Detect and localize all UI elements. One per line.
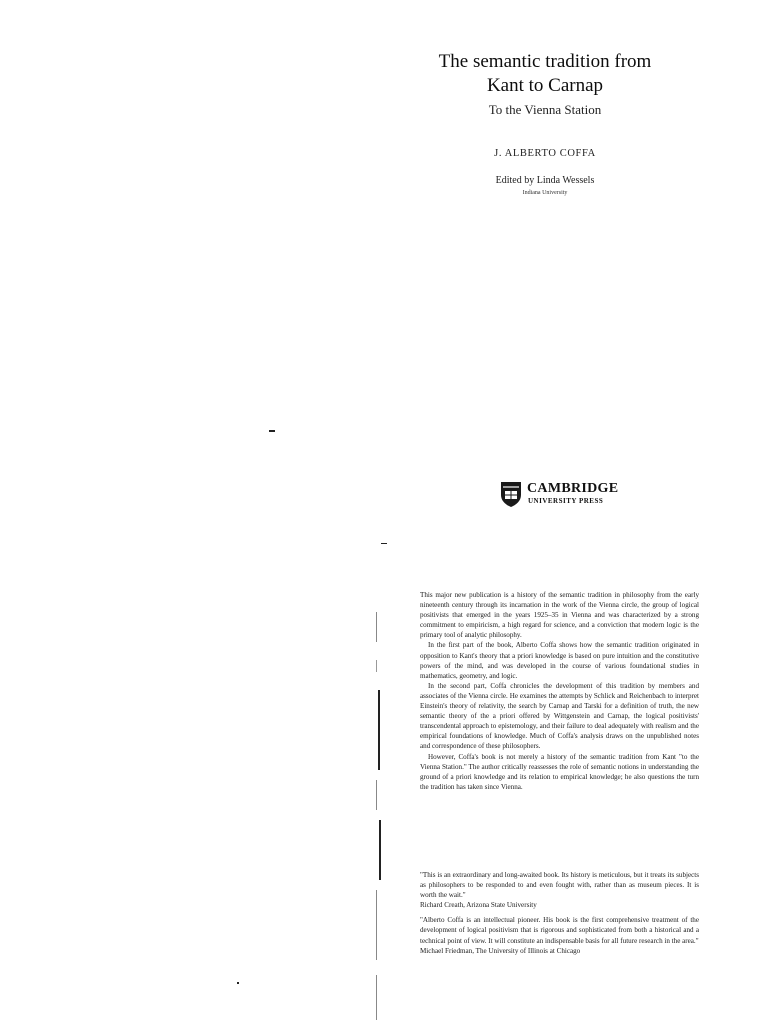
scan-mark — [376, 780, 377, 810]
publisher-subname: UNIVERSITY PRESS — [528, 497, 604, 505]
book-title-line-1: The semantic tradition from — [438, 51, 652, 72]
quote-attribution: Michael Friedman, The University of Illinois at Chicago — [420, 946, 581, 955]
quote-text: "This is an extraordinary and long-awaited book. Its history is meticulous, but it treats its subjects as philosophers to be responded to and even fought with, rather than as museum pieces. It is worth the wait." — [420, 871, 699, 900]
review-quote — [420, 870, 699, 910]
description-paragraph: This major new publication is a history of the semantic tradition in philosophy from the early nineteenth century through its incarnation in the work of the Vienna circle, the group of logical positivists that emerged in the years 1925–35 in Vienna and was characterized by a strong commitment to empiricism, a high regard for science, and a conviction that modern logic is the primary tool of analytic philosophy. — [420, 591, 699, 640]
scan-mark — [378, 690, 380, 770]
publisher-name: CAMBRIDGE — [527, 481, 619, 496]
scan-mark — [269, 430, 275, 432]
book-title — [400, 50, 690, 98]
description-paragraph: However, Coffa's book is not merely a history of the semantic tradition from Kant "to the Vienna Station." The author critically reassesses the role of semantic notions in understanding the ground of a priori knowledge and its relation to empirical knowledge; he also questions the turn the tradition has taken since Vienna. — [420, 752, 699, 791]
scan-mark — [376, 975, 377, 1020]
description-paragraph: In the first part of the book, Alberto Coffa shows how the semantic tradition originated in opposition to Kant's theory that a priori knowledge is based on pure intuition and the constitutive powers of the mind, and was developed in the course of various foundational studies in mathematics, geometry, and logic. — [420, 641, 699, 680]
scan-mark — [376, 890, 377, 960]
book-description — [420, 590, 699, 792]
review-quotes — [420, 870, 699, 961]
book-editor: Edited by Linda Wessels — [495, 175, 595, 186]
book-subtitle: To the Vienna Station — [488, 102, 602, 117]
quote-attribution: Richard Creath, Arizona State University — [420, 901, 537, 910]
editor-affiliation: Indiana University — [522, 190, 568, 196]
book-author: J. ALBERTO COFFA — [494, 148, 596, 159]
scan-mark — [376, 612, 377, 642]
description-paragraph: In the second part, Coffa chronicles the development of this tradition by members and associates of the Vienna circle. He examines the attempts by Schlick and Reichenbach to interpret Einstein's theory of relativity, the search by Carnap and Tarski for a definition of truth, the new semantic theory of the a priori offered by Wittgenstein and Carnap, the logical positivists' transcendental approach to epistemology, and their failure to deal adequately with realism and the empirical foundations of knowledge. Much of Coffa's analysis draws on the unpublished notes and correspondence of these philosophers. — [420, 681, 699, 751]
book-title-line-2: Kant to Carnap — [486, 75, 604, 96]
scan-mark — [381, 543, 387, 544]
quote-text: "Alberto Coffa is an intellectual pioneer. His book is the first comprehensive treatment of the development of logical positivism that is rigorous and sophisticated from both a historical and a technical point of view. It will constitute an indispensable basis for all future research in the area." — [420, 916, 699, 945]
cambridge-crest-icon — [500, 481, 522, 508]
scan-mark — [237, 982, 239, 984]
scan-mark — [376, 660, 377, 672]
scan-mark — [379, 820, 381, 880]
review-quote — [420, 915, 699, 955]
